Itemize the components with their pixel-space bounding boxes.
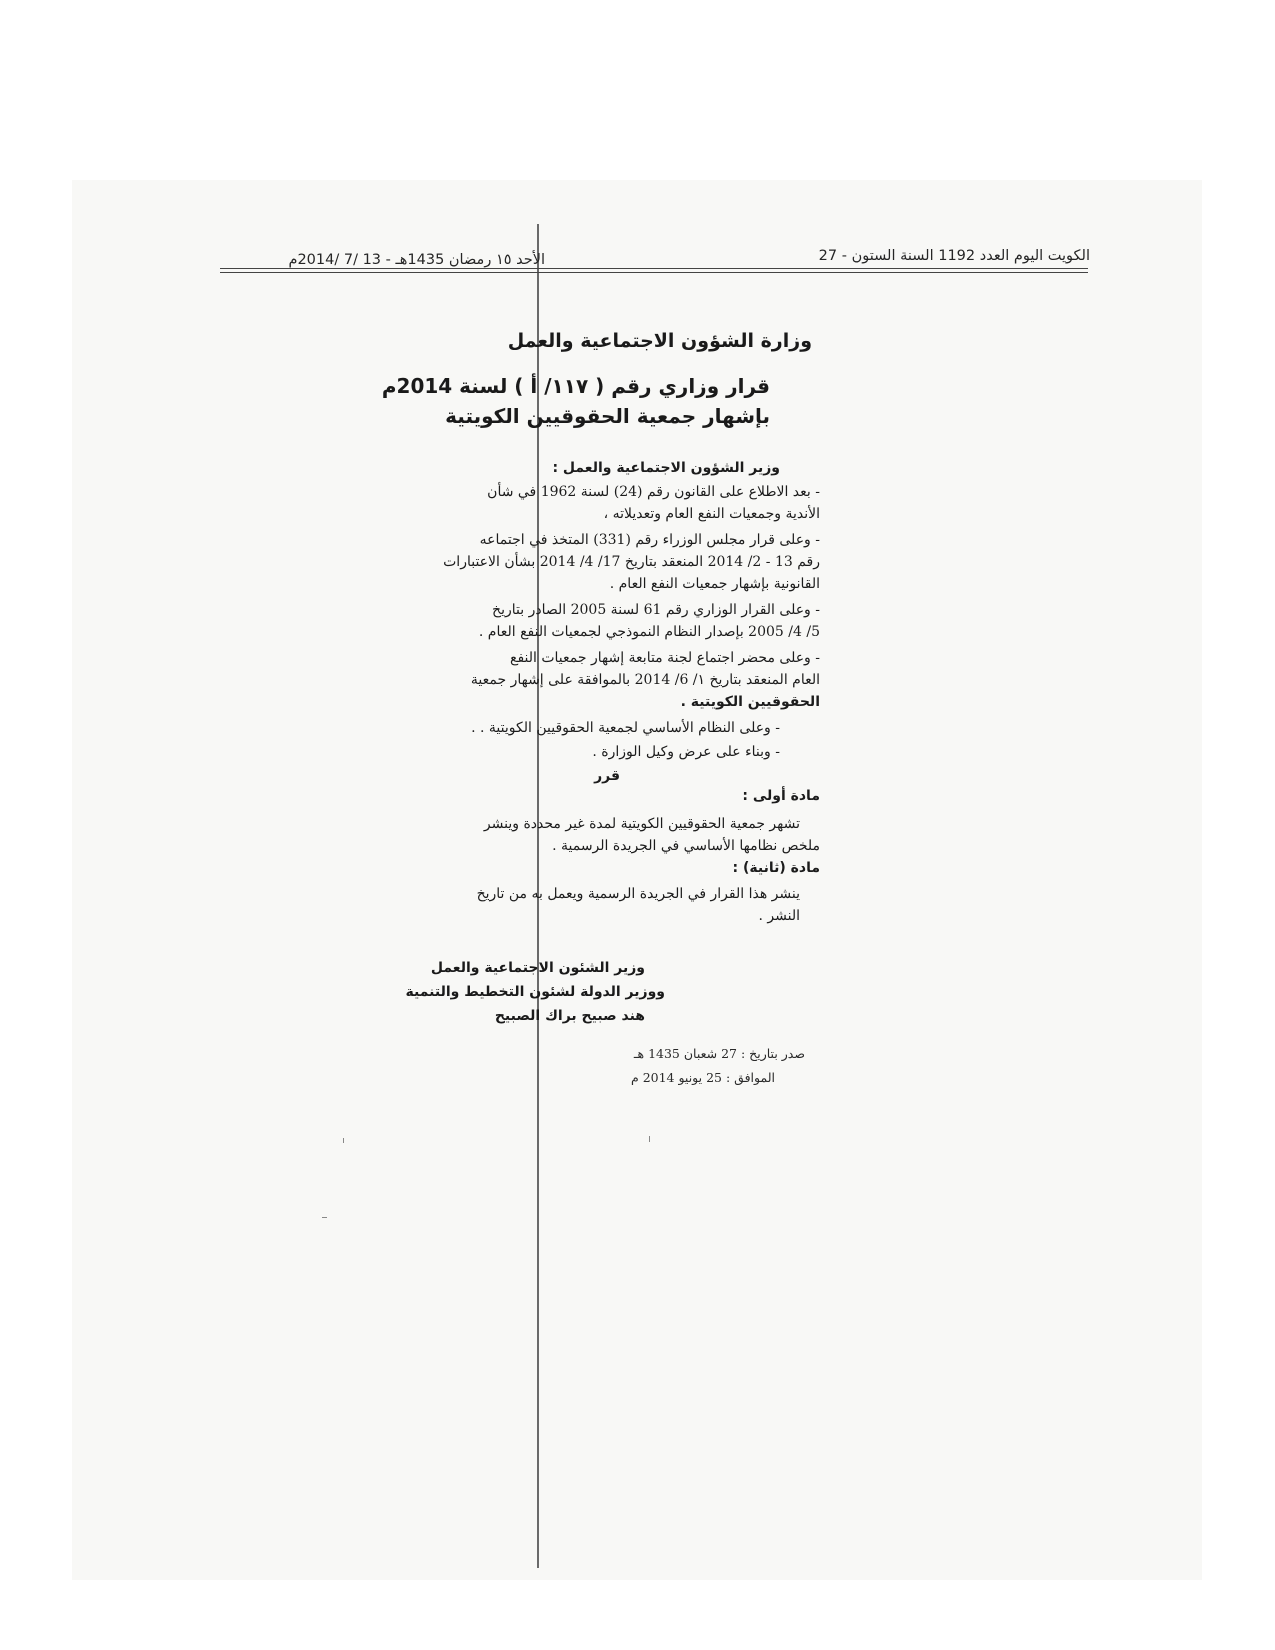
preamble-cabinet-line2: رقم 13 - 2/ 2014 المنعقد بتاريخ 17/ 4/ 2014 بشأن الاعتبارات bbox=[443, 554, 820, 570]
header-date: الأحد ١٥ رمضان 1435هـ - 13 /7 /2014م bbox=[288, 252, 545, 268]
issued-hijri-date: صدر بتاريخ : 27 شعبان 1435 هـ bbox=[633, 1046, 805, 1061]
article-two-line1: ينشر هذا القرار في الجريدة الرسمية ويعمل به من تاريخ bbox=[476, 886, 800, 902]
preamble-committee-line2: العام المنعقد بتاريخ ١/ 6/ 2014 بالموافقة على إشهار جمعية bbox=[470, 672, 820, 688]
decision-subtitle: بإشهار جمعية الحقوقيين الكويتية bbox=[445, 404, 770, 428]
article-two-heading: مادة (ثانية) : bbox=[732, 860, 820, 876]
preamble-cabinet-line3: القانونية بإشهار جمعيات النفع العام . bbox=[609, 576, 820, 592]
article-one-line1: تشهر جمعية الحقوقيين الكويتية لمدة غير محددة وينشر bbox=[483, 816, 800, 832]
scan-speck bbox=[649, 1136, 650, 1142]
article-one-heading: مادة أولى : bbox=[742, 788, 820, 804]
header-publication-info: الكويت اليوم العدد 1192 السنة الستون - 27 bbox=[818, 248, 1090, 264]
scan-speck bbox=[343, 1138, 344, 1143]
preamble-committee-line1: - وعلى محضر اجتماع لجنة متابعة إشهار جمعيات النفع bbox=[510, 650, 820, 666]
preamble-law-line2: الأندية وجمعيات النفع العام وتعديلاته ، bbox=[603, 506, 820, 522]
ministry-title: وزارة الشؤون الاجتماعية والعمل bbox=[507, 330, 812, 352]
preamble-proposal-line: - وبناء على عرض وكيل الوزارة . bbox=[592, 744, 780, 760]
decided-heading: قرر bbox=[594, 768, 620, 784]
article-one-line2: ملخص نظامها الأساسي في الجريدة الرسمية . bbox=[552, 838, 820, 854]
preamble-law-line1: - بعد الاطلاع على القانون رقم (24) لسنة 1962 في شأن bbox=[487, 484, 820, 500]
signature-name: هند صبيح براك الصبيح bbox=[494, 1008, 645, 1024]
preamble-ministerial-line2: 5/ 4/ 2005 بإصدار النظام النموذجي لجمعيات النفع العام . bbox=[478, 624, 820, 640]
scan-speck bbox=[322, 1217, 327, 1218]
issued-gregorian-date: الموافق : 25 يونيو 2014 م bbox=[630, 1070, 775, 1085]
signature-title-line1: وزير الشئون الاجتماعية والعمل bbox=[430, 960, 645, 976]
preamble-statute-line: - وعلى النظام الأساسي لجمعية الحقوقيين الكويتية . . bbox=[471, 720, 780, 736]
preamble-committee-line3: الحقوقيين الكويتية . bbox=[680, 694, 820, 710]
decision-title: قرار وزاري رقم ( ١١٧/ أ ) لسنة 2014م bbox=[381, 374, 770, 398]
article-two-line2: النشر . bbox=[758, 908, 800, 924]
minister-heading: وزير الشؤون الاجتماعية والعمل : bbox=[552, 460, 780, 476]
header-rule-top bbox=[220, 268, 1088, 269]
signature-title-line2: ووزير الدولة لشئون التخطيط والتنمية bbox=[405, 984, 665, 1000]
header-rule-bottom bbox=[220, 272, 1088, 273]
preamble-cabinet-line1: - وعلى قرار مجلس الوزراء رقم (331) المتخذ في اجتماعه bbox=[479, 532, 820, 548]
preamble-ministerial-line1: - وعلى القرار الوزاري رقم 61 لسنة 2005 الصادر بتاريخ bbox=[492, 602, 820, 618]
